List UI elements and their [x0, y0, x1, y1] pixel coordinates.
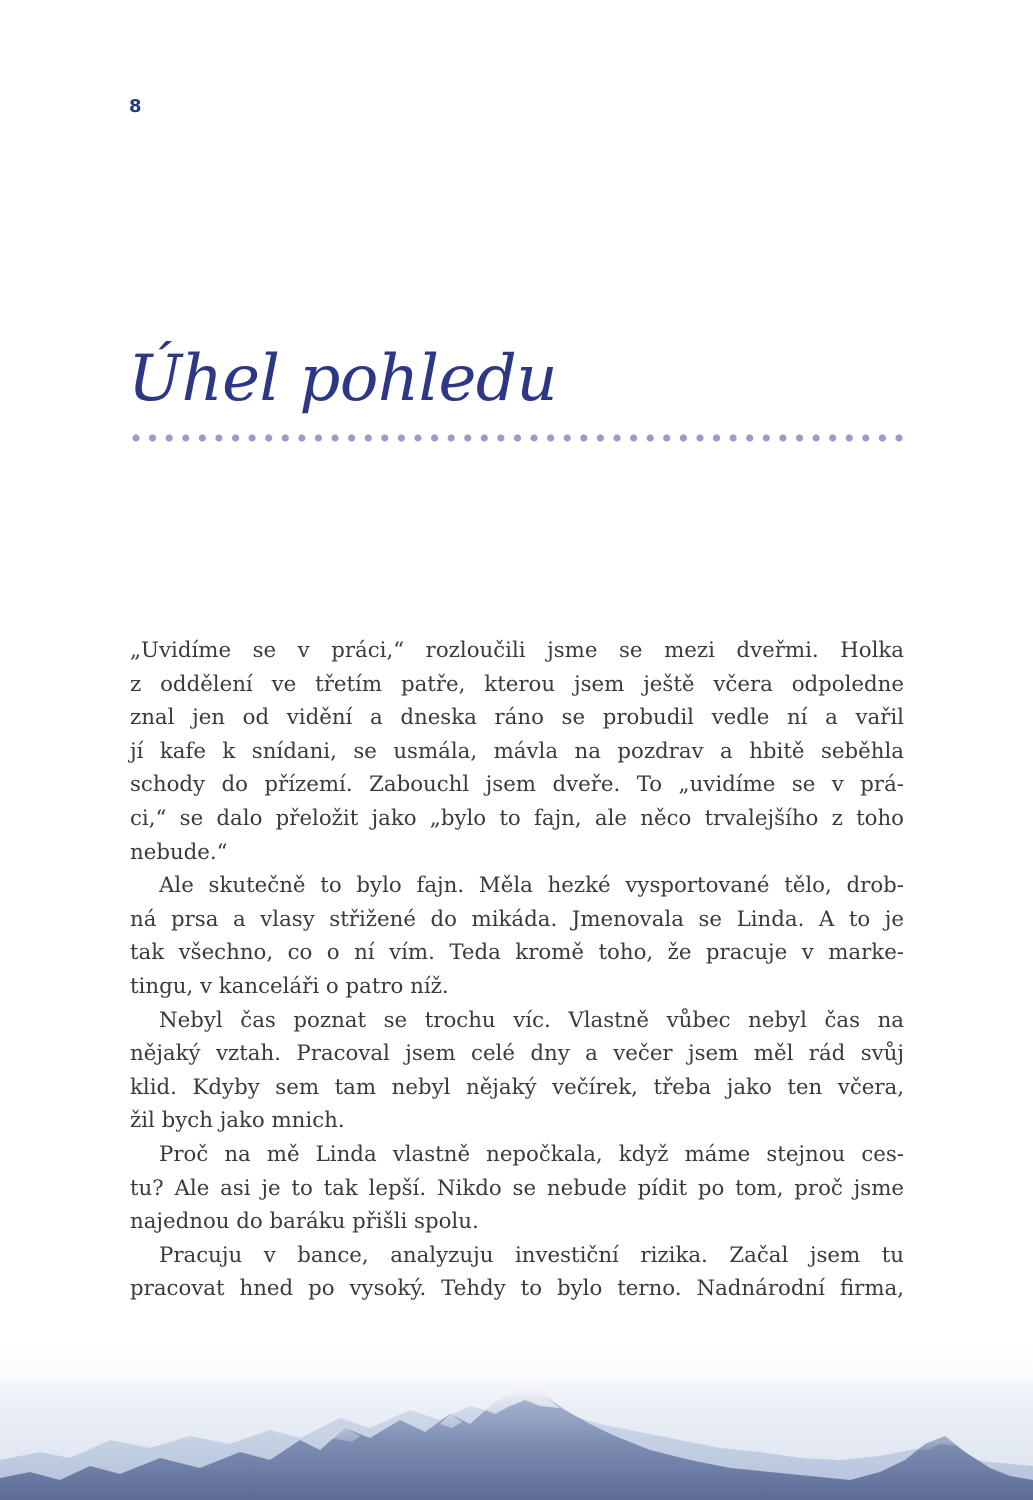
divider-dot: [381, 434, 388, 441]
text-line: klid. Kdyby sem tam nebyl nějaký večírek, třeba jako ten včera,: [130, 1074, 904, 1100]
title-dotted-divider: [131, 433, 904, 443]
divider-dot: [464, 434, 471, 441]
divider-dot: [564, 434, 571, 441]
divider-dot: [298, 434, 305, 441]
paragraph-2: [130, 869, 904, 970]
divider-dot: [862, 434, 869, 441]
divider-dot: [365, 434, 372, 441]
divider-dot: [398, 434, 405, 441]
text-line: znal jen od vidění a dneska ráno se probudil vedle ní a vařil: [130, 705, 904, 731]
text-line: Proč na mě Linda vlastně nepočkala, když máme stejnou ces-: [159, 1141, 904, 1167]
text-line: ci,“ se dalo přeložit jako „bylo to fajn, ale něco trvalejšího z toho: [130, 805, 904, 831]
paragraph-2-end: [130, 970, 904, 1004]
divider-dot: [448, 434, 455, 441]
divider-dot: [149, 434, 156, 441]
text-line: schody do přízemí. Zabouchl jsem dveře. To „uvidíme se v prá-: [130, 772, 904, 798]
divider-dot: [331, 434, 338, 441]
divider-dot: [348, 434, 355, 441]
text-line: „Uvidíme se v práci,“ rozloučili jsme se mezi dveřmi. Holka: [130, 638, 904, 663]
text-line: Nebyl čas poznat se trochu víc. Vlastně vůbec nebyl čas na: [159, 1007, 904, 1033]
text-line: Ale skutečně to bylo fajn. Měla hezké vysportované tělo, drob-: [159, 873, 904, 899]
paragraph-3: [130, 1004, 904, 1105]
divider-dot: [680, 434, 687, 441]
divider-dot: [580, 434, 587, 441]
divider-dot: [796, 434, 803, 441]
divider-dot: [763, 434, 770, 441]
divider-dot: [713, 434, 720, 441]
text-line: nějaký vztah. Pracoval jsem celé dny a večer jsem měl rád svůj: [130, 1041, 904, 1067]
text-line: ná prsa a vlasy střižené do mikáda. Jmenovala se Linda. A to je: [130, 906, 904, 932]
divider-dot: [613, 434, 620, 441]
paragraph-5: [130, 1239, 904, 1306]
text-line: nebude.“: [130, 839, 228, 865]
body-text: [130, 634, 904, 1306]
paragraph-4-end: [130, 1205, 904, 1239]
divider-dot: [514, 434, 521, 441]
chapter-title: Úhel pohledu: [128, 342, 558, 416]
divider-dot: [414, 434, 421, 441]
text-line: žil bych jako mnich.: [130, 1108, 345, 1134]
divider-dot: [282, 434, 289, 441]
mountain-range-image: [0, 1340, 1033, 1500]
divider-dot: [481, 434, 488, 441]
text-line: najednou do baráku přišli spolu.: [130, 1209, 479, 1235]
text-line: Pracuju v bance, analyzuju investiční rizika. Začal jsem tu: [159, 1242, 904, 1268]
divider-dot: [696, 434, 703, 441]
divider-dot: [647, 434, 654, 441]
paragraph-1: [130, 634, 904, 836]
divider-dot: [315, 434, 322, 441]
divider-dot: [829, 434, 836, 441]
text-line: z oddělení ve třetím patře, kterou jsem ještě včera odpoledne: [130, 671, 904, 697]
divider-dot: [597, 434, 604, 441]
divider-dot: [730, 434, 737, 441]
divider-dot: [431, 434, 438, 441]
text-line: tak všechno, co o ní vím. Teda kromě toho, že pracuje v marke-: [130, 940, 904, 966]
divider-dot: [746, 434, 753, 441]
text-line: tingu, v kanceláři o patro níž.: [130, 973, 449, 999]
divider-dot: [846, 434, 853, 441]
divider-dot: [779, 434, 786, 441]
divider-dot: [265, 434, 272, 441]
divider-dot: [497, 434, 504, 441]
text-line: tu? Ale asi je to tak lepší. Nikdo se nebude pídit po tom, proč jsme: [130, 1175, 904, 1201]
text-line: pracovat hned po vysoký. Tehdy to bylo terno. Nadnárodní firma,: [130, 1276, 904, 1302]
divider-dot: [547, 434, 554, 441]
divider-dot: [630, 434, 637, 441]
divider-dot: [199, 434, 206, 441]
divider-dot: [166, 434, 173, 441]
divider-dot: [879, 434, 886, 441]
divider-dot: [215, 434, 222, 441]
paragraph-1-end: [130, 836, 904, 870]
paragraph-4: [130, 1138, 904, 1205]
divider-dot: [132, 434, 139, 441]
divider-dot: [249, 434, 256, 441]
divider-dot: [530, 434, 537, 441]
divider-dot: [812, 434, 819, 441]
paragraph-3-end: [130, 1104, 904, 1138]
text-line: jí kafe k snídani, se usmála, mávla na pozdrav a hbitě seběhla: [130, 738, 904, 764]
divider-dot: [663, 434, 670, 441]
page-number: 8: [129, 96, 142, 117]
divider-dot: [182, 434, 189, 441]
divider-dot: [232, 434, 239, 441]
divider-dot: [895, 434, 902, 441]
